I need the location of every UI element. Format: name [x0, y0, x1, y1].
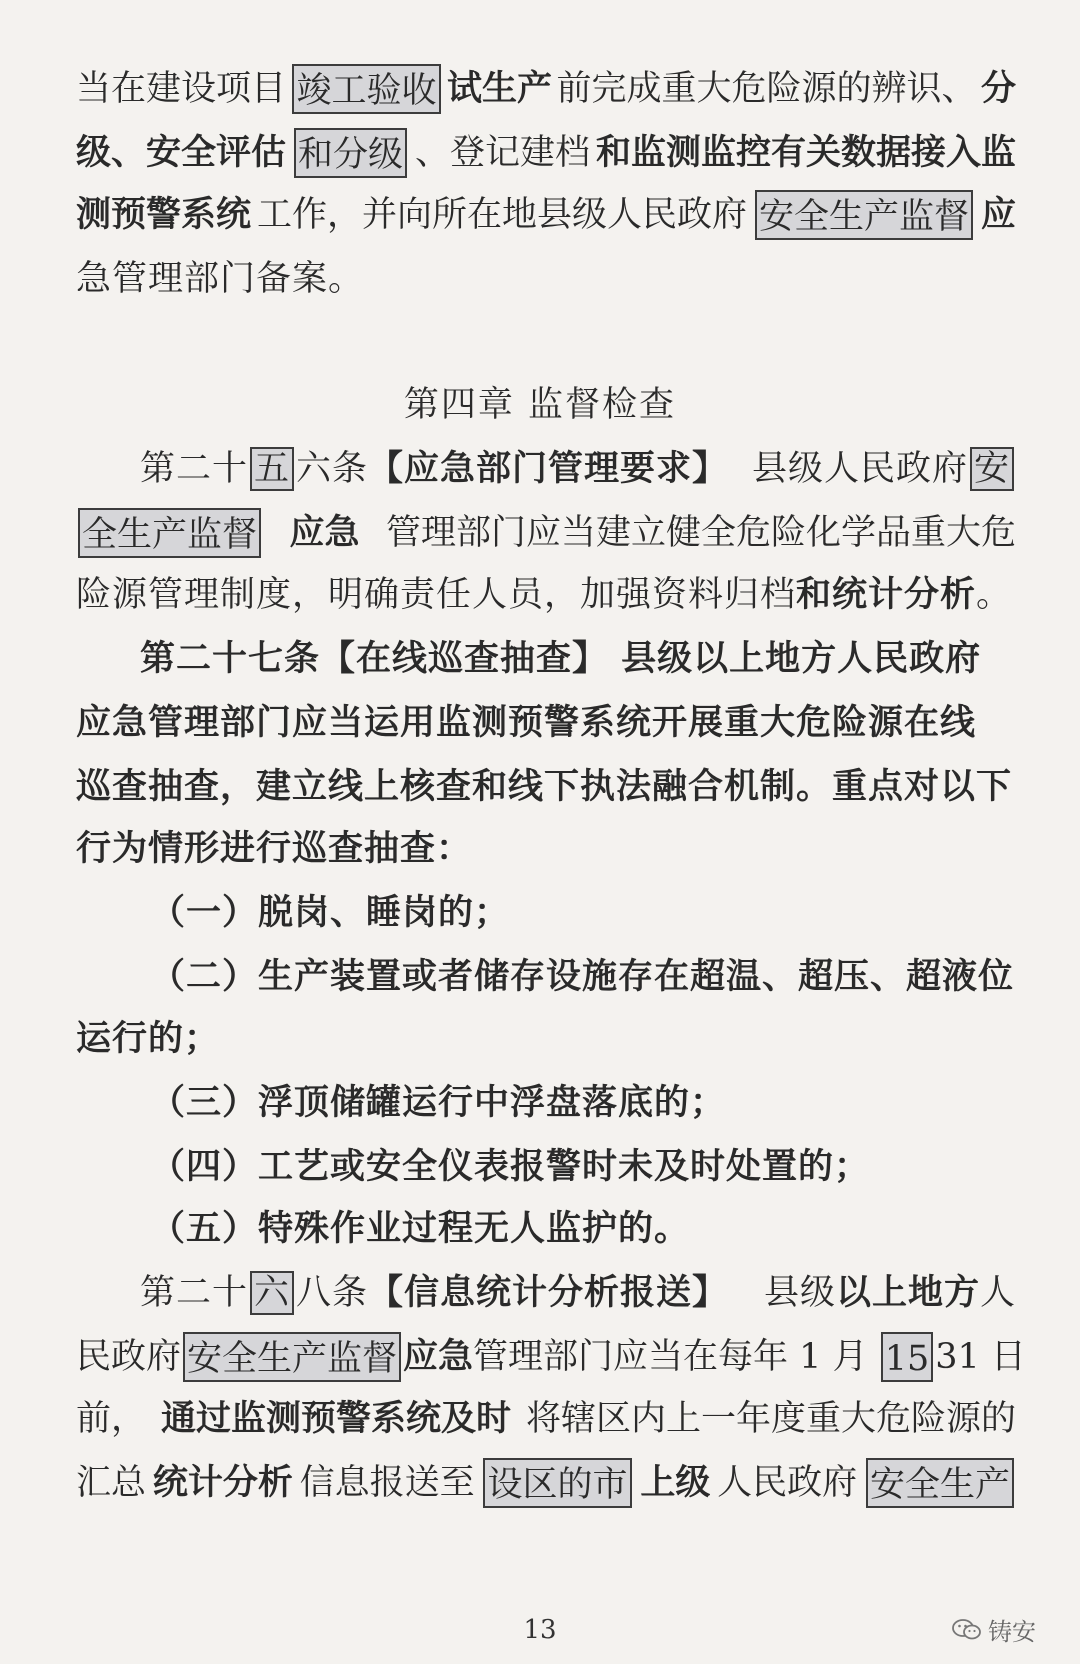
struck-text-box: 安全生产监督 — [755, 190, 973, 240]
wechat-icon — [952, 1618, 982, 1642]
struck-text-box: 和分级 — [294, 128, 407, 178]
list-item: （五）特殊作业过程无人监护的。 — [150, 1209, 691, 1249]
struck-text-box: 安全生产监督 — [183, 1332, 401, 1382]
inserted-text: 试生产 — [446, 69, 552, 109]
text-line: 当在建设项目 竣工验收 试生产 前完成重大危险源的辨识、 分 — [76, 64, 1016, 114]
inserted-text: 上级 — [640, 1463, 711, 1503]
text-line: 汇总 统计分析 信息报送至 设区的市 上级 人民政府 安全生产 — [76, 1458, 1016, 1508]
inserted-text: 通过监测预警系统及时 — [160, 1399, 511, 1439]
struck-text-box: 设区的市 — [483, 1458, 631, 1508]
text-line: 巡查抽查，建立线上核查和线下执法融合机制。重点对以下 — [76, 767, 1013, 807]
inserted-text: 和监测监控有关数据接入监 — [595, 133, 1016, 173]
text-line: 全生产监督 应急 管理部门应当建立健全危险化学品重大危 — [76, 508, 1016, 558]
article-heading-line: 第二十七条【在线巡查抽查】 县级以上地方人民政府 — [140, 639, 982, 679]
text-line: 险源管理制度，明确责任人员，加强资料归档和统计分析。 — [76, 575, 1013, 615]
article-title: 【信息统计分析报送】 — [368, 1273, 729, 1313]
watermark-text: 铸安 — [988, 1618, 1036, 1646]
article-heading-line: 第二十 六 八条【信息统计分析报送】 县级以上地方人 — [140, 1273, 1016, 1313]
inserted-text: 级、安全评估 — [76, 133, 287, 173]
inserted-text: 应急 — [289, 513, 360, 553]
article-title: 【应急部门管理要求】 — [368, 449, 729, 489]
article-heading-line: 第二十 五 六条【应急部门管理要求】 县级人民政府 安 — [140, 444, 1016, 494]
struck-text-box: 五 — [250, 447, 294, 491]
watermark — [952, 1612, 1036, 1647]
text-line: 前， 通过监测预警系统及时 将辖区内上一年度重大危险源的 — [76, 1394, 1016, 1444]
struck-text-box: 竣工验收 — [292, 64, 440, 114]
text-line: 应急管理部门应当运用监测预警系统开展重大危险源在线 — [76, 703, 977, 743]
list-item-continuation: 运行的； — [76, 1019, 221, 1059]
list-item: （二）生产装置或者储存设施存在超温、超压、超液位 — [150, 957, 1015, 997]
list-item: （一）脱岗、睡岗的； — [150, 893, 511, 933]
page-number: 13 — [523, 1615, 557, 1645]
struck-text-box: 安 — [970, 447, 1014, 491]
text-line: 测预警系统 工作，并向所在地县级人民政府 安全生产监督 应 — [76, 190, 1016, 240]
list-item: （三）浮顶储罐运行中浮盘落底的； — [150, 1083, 727, 1123]
chapter-heading: 第四章 监督检查 — [403, 385, 677, 425]
text-line: 行为情形进行巡查抽查： — [76, 829, 473, 869]
inserted-text: 测预警系统 — [76, 195, 252, 235]
text-line: 急管理部门备案。 — [76, 259, 365, 299]
inserted-text: 统计分析 — [152, 1463, 293, 1503]
inserted-text: 应 — [980, 195, 1016, 235]
inserted-text: 以上地方 — [835, 1273, 980, 1313]
struck-text-box: 安全生产 — [866, 1458, 1014, 1508]
text-line: 级、安全评估 和分级 、登记建档 和监测监控有关数据接入监 — [76, 128, 1016, 178]
struck-text-box: 六 — [250, 1271, 294, 1315]
struck-text-box: 全生产监督 — [78, 508, 261, 558]
list-item: （四）工艺或安全仪表报警时未及时处置的； — [150, 1147, 871, 1187]
inserted-text: 分 — [980, 69, 1016, 109]
text-line: 民政府 安全生产监督 应急 管理部门应当在每年 1 月 15 31 日 — [76, 1332, 1016, 1382]
struck-text-box: 15 — [881, 1332, 934, 1382]
inserted-text: 和统计分析 — [796, 575, 977, 615]
inserted-text: 应急 — [403, 1337, 474, 1377]
